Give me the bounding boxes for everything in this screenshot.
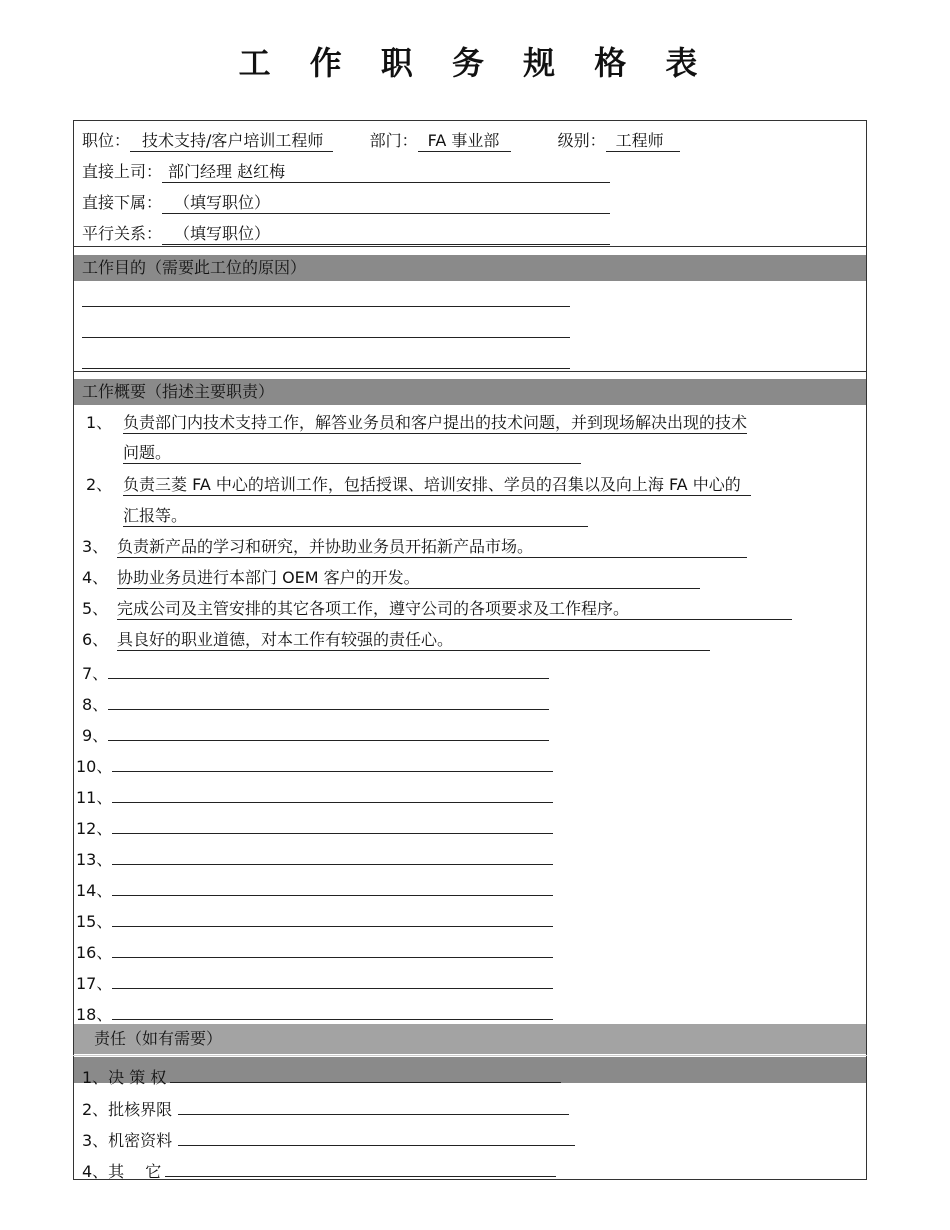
blank-number: 11、 [76, 788, 113, 807]
duty-text-cont: 汇报等。 [123, 506, 588, 527]
divider [73, 1055, 867, 1056]
blank-number: 12、 [76, 819, 113, 838]
blank-field[interactable] [108, 660, 549, 679]
supervisor-field[interactable]: 部门经理 赵红梅 [162, 162, 610, 183]
blank-number: 15、 [76, 912, 113, 931]
subordinate-label: 直接下属： [82, 193, 163, 212]
blank-item-16 [76, 939, 553, 964]
blank-field[interactable] [112, 877, 553, 896]
duty-text: 完成公司及主管安排的其它各项工作，遵守公司的各项要求及工作程序。 [117, 599, 792, 620]
blank-item-10 [76, 753, 553, 778]
blank-item-11 [76, 784, 553, 809]
responsibility-field[interactable] [178, 1127, 575, 1146]
blank-field[interactable] [112, 784, 553, 803]
level-field[interactable]: 工程师 [606, 131, 680, 152]
blank-item-15 [76, 908, 553, 933]
divider [73, 246, 867, 247]
blank-field[interactable] [112, 908, 553, 927]
duty-number: 4、 [82, 568, 109, 587]
blank-field[interactable] [112, 970, 553, 989]
supervisor-label: 直接上司： [82, 162, 163, 181]
duty-text-cont: 问题。 [123, 443, 581, 464]
duty-text: 负责部门内技术支持工作，解答业务员和客户提出的技术问题，并到现场解决出现的技术 [123, 413, 748, 432]
duty-number: 1、 [86, 413, 113, 432]
blank-item-7 [82, 660, 549, 685]
duty-item-3 [82, 536, 747, 558]
blank-number: 7、 [82, 664, 109, 683]
duty-number: 3、 [82, 537, 109, 556]
duty-text: 协助业务员进行本部门 OEM 客户的开发。 [117, 568, 700, 589]
blank-number: 16、 [76, 943, 113, 962]
blank-number: 8、 [82, 695, 109, 714]
position-field[interactable]: 技术支持/客户培训工程师 [130, 131, 333, 152]
responsibility-item-1 [82, 1064, 561, 1089]
responsibility-label: 4、其 它 [82, 1162, 162, 1181]
purpose-line-3[interactable] [82, 368, 570, 369]
dept-field[interactable]: FA 事业部 [418, 131, 512, 152]
responsibility-field[interactable] [165, 1158, 556, 1177]
blank-field[interactable] [108, 722, 549, 741]
dept-label: 部门： [369, 131, 418, 150]
blank-number: 9、 [82, 726, 109, 745]
responsibility-label: 2、批核界限 [82, 1100, 173, 1119]
blank-field[interactable] [112, 939, 553, 958]
responsibility-field[interactable] [170, 1064, 561, 1083]
duty-item-1 [86, 412, 747, 434]
purpose-heading: 工作目的（需要此工位的原因） [82, 258, 307, 277]
blank-item-8 [82, 691, 549, 716]
duty-text: 具良好的职业道德，对本工作有较强的责任心。 [117, 630, 710, 651]
blank-number: 14、 [76, 881, 113, 900]
responsibility-item-3 [82, 1127, 575, 1152]
blank-field[interactable] [112, 815, 553, 834]
parallel-field[interactable]: （填写职位） [162, 224, 610, 245]
blank-item-9 [82, 722, 549, 747]
duty-number: 6、 [82, 630, 109, 649]
duty-number: 5、 [82, 599, 109, 618]
duty-text: 负责新产品的学习和研究，并协助业务员开拓新产品市场。 [117, 537, 747, 558]
duty-item-1-cont [123, 442, 581, 464]
responsibility-item-2 [82, 1096, 569, 1121]
purpose-line-2[interactable] [82, 337, 570, 338]
divider [73, 371, 867, 372]
responsibility-heading: 责任（如有需要） [94, 1029, 223, 1048]
position-label: 职位： [82, 131, 131, 150]
summary-heading: 工作概要（指述主要职责） [82, 382, 275, 401]
blank-number: 10、 [76, 757, 113, 776]
supervisor-row [82, 161, 610, 183]
blank-field[interactable] [112, 753, 553, 772]
blank-item-12 [76, 815, 553, 840]
blank-number: 17、 [76, 974, 113, 993]
responsibility-label: 1、决 策 权 [82, 1068, 167, 1087]
position-row [82, 130, 680, 152]
parallel-row [82, 223, 610, 245]
document-title: 工 作 职 务 规 格 表 [238, 44, 712, 82]
duty-item-6 [82, 629, 710, 651]
purpose-line-1[interactable] [82, 306, 570, 307]
blank-item-13 [76, 846, 553, 871]
subordinate-row [82, 192, 610, 214]
responsibility-label: 3、机密资料 [82, 1131, 173, 1150]
blank-item-14 [76, 877, 553, 902]
blank-field[interactable] [112, 846, 553, 865]
blank-number: 18、 [76, 1005, 113, 1024]
parallel-label: 平行关系： [82, 224, 163, 243]
blank-item-18 [76, 1001, 553, 1026]
duty-item-4 [82, 567, 700, 589]
level-label: 级别： [557, 131, 606, 150]
blank-field[interactable] [108, 691, 549, 710]
duty-number: 2、 [86, 475, 113, 494]
blank-item-17 [76, 970, 553, 995]
blank-field[interactable] [112, 1001, 553, 1020]
duty-item-5 [82, 598, 792, 620]
duty-item-2-cont [123, 505, 588, 527]
subordinate-field[interactable]: （填写职位） [162, 193, 610, 214]
duty-text: 负责三菱 FA 中心的培训工作，包括授课、培训安排、学员的召集以及向上海 FA 中心的 [123, 475, 751, 496]
responsibility-field[interactable] [178, 1096, 569, 1115]
responsibility-item-4 [82, 1158, 556, 1183]
blank-number: 13、 [76, 850, 113, 869]
duty-item-2 [86, 474, 751, 496]
